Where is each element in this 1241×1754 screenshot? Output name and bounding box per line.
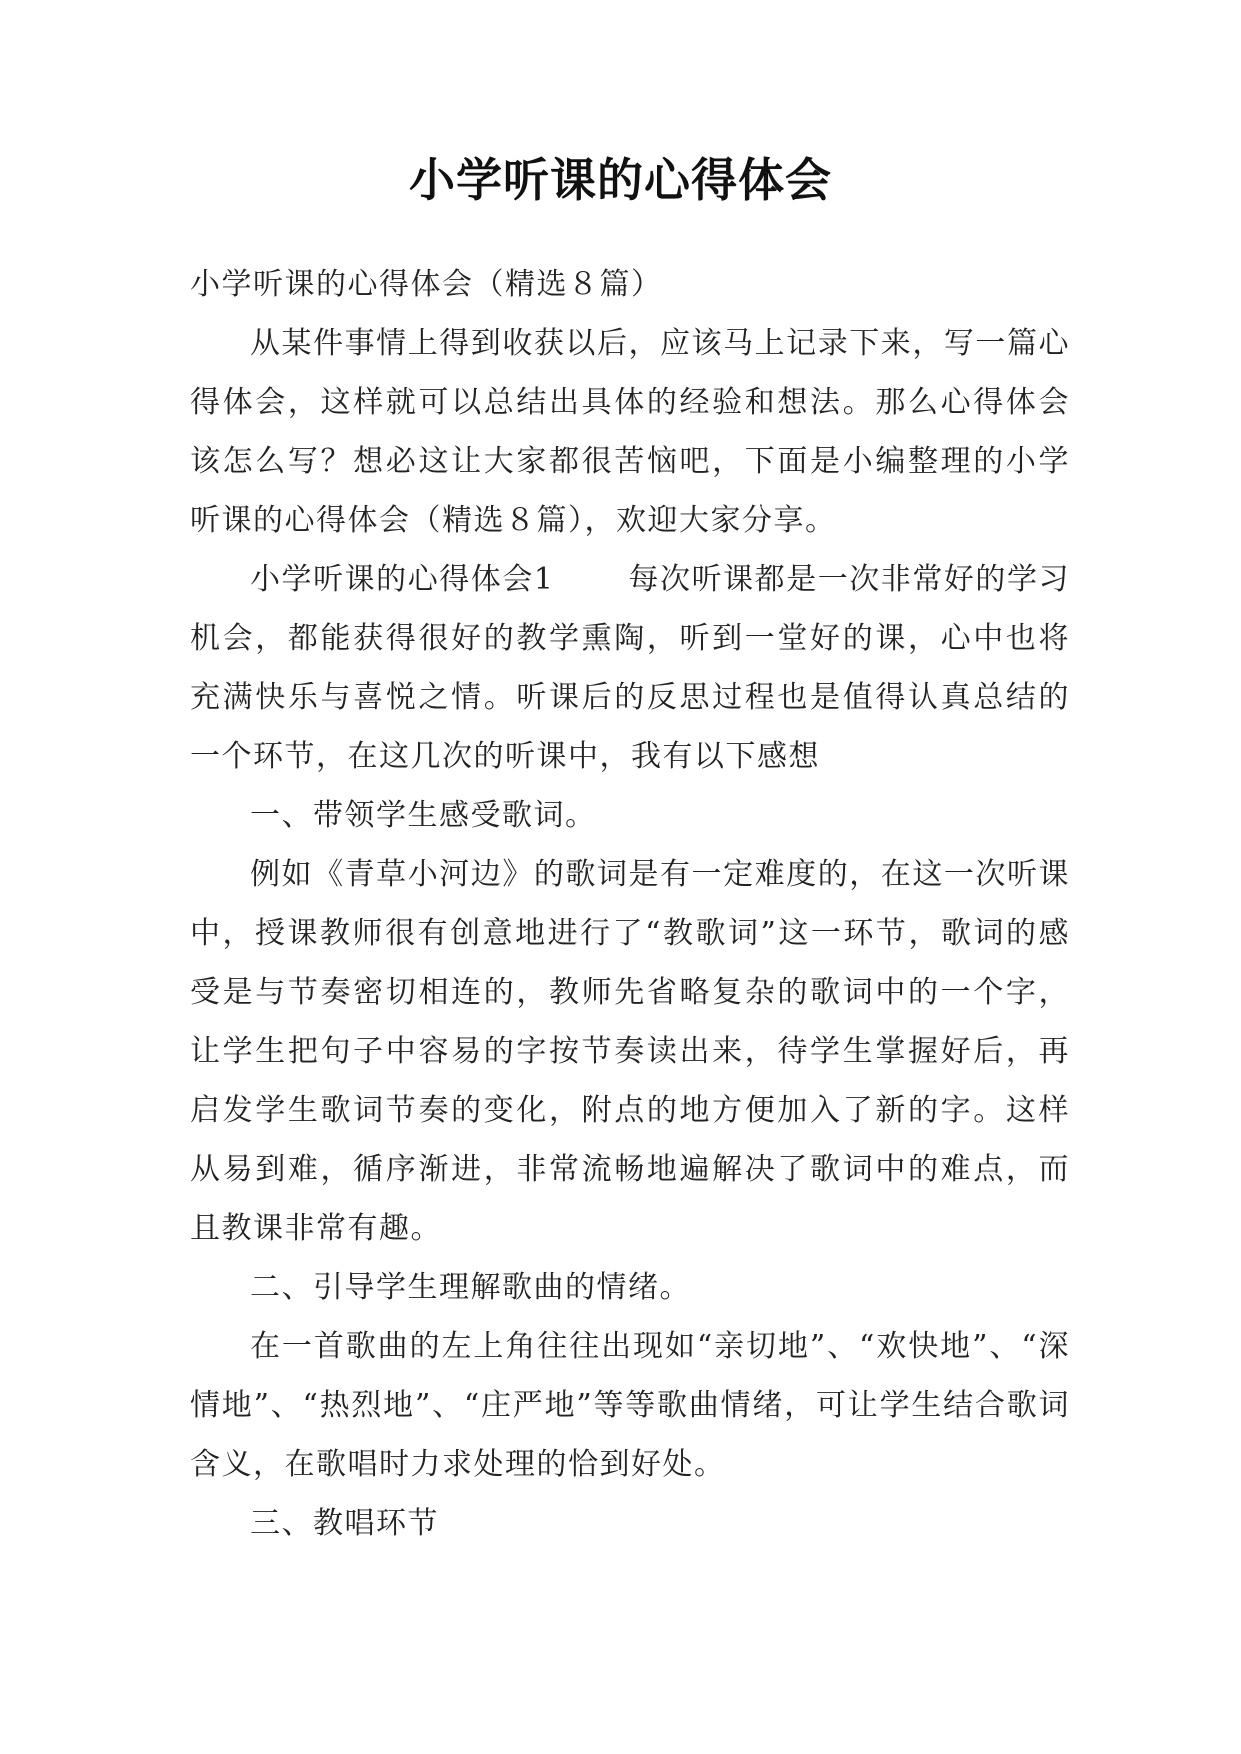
section-1-heading: 小学听课的心得体会1 xyxy=(250,562,555,597)
section-1-text: 每次听课都是一次非常好的学习机会，都能获得很好的教学熏陶，听到一堂好的课，心中也将充满快乐与喜悦之情。听课后的反思过程也是值得认真总结的一个环节，在这几次的听课中，我有以下感想 xyxy=(190,562,1071,774)
subtitle-paragraph: 小学听课的心得体会（精选８篇） xyxy=(190,267,663,302)
point-2-paragraph: 在一首歌曲的左上角往往出现如“亲切地”、“欢快地”、“深情地”、“热烈地”、“庄严地”等等歌曲情绪，可让学生结合歌词含义，在歌唱时力求处理的恰到好处。 xyxy=(190,1329,1070,1482)
document-title: 小学听课的心得体会 xyxy=(409,153,832,207)
section-1-paragraph xyxy=(190,550,1070,786)
point-2-heading: 二、引导学生理解歌曲的情绪。 xyxy=(250,1270,691,1305)
point-3-heading: 三、教唱环节 xyxy=(250,1506,439,1541)
document-body xyxy=(190,255,1070,1553)
point-1-paragraph: 例如《青草小河边》的歌词是有一定难度的，在这一次听课中，授课教师很有创意地进行了“教歌词”这一环节，歌词的感受是与节奏密切相连的，教师先省略复杂的歌词中的一个字，让学生把句子中容易的字按节奏读出来，待学生掌握好后，再启发学生歌词节奏的变化，附点的地方便加入了新的字。这样从易到难，循序渐进，非常流畅地遍解决了歌词中的难点，而且教课非常有趣。 xyxy=(190,857,1070,1246)
point-1-heading: 一、带领学生感受歌词。 xyxy=(250,798,597,833)
intro-paragraph: 从某件事情上得到收获以后，应该马上记录下来，写一篇心得体会，这样就可以总结出具体的经验和想法。那么心得体会该怎么写？想必这让大家都很苦恼吧，下面是小编整理的小学听课的心得体会（精选８篇），欢迎大家分享。 xyxy=(190,326,1070,538)
